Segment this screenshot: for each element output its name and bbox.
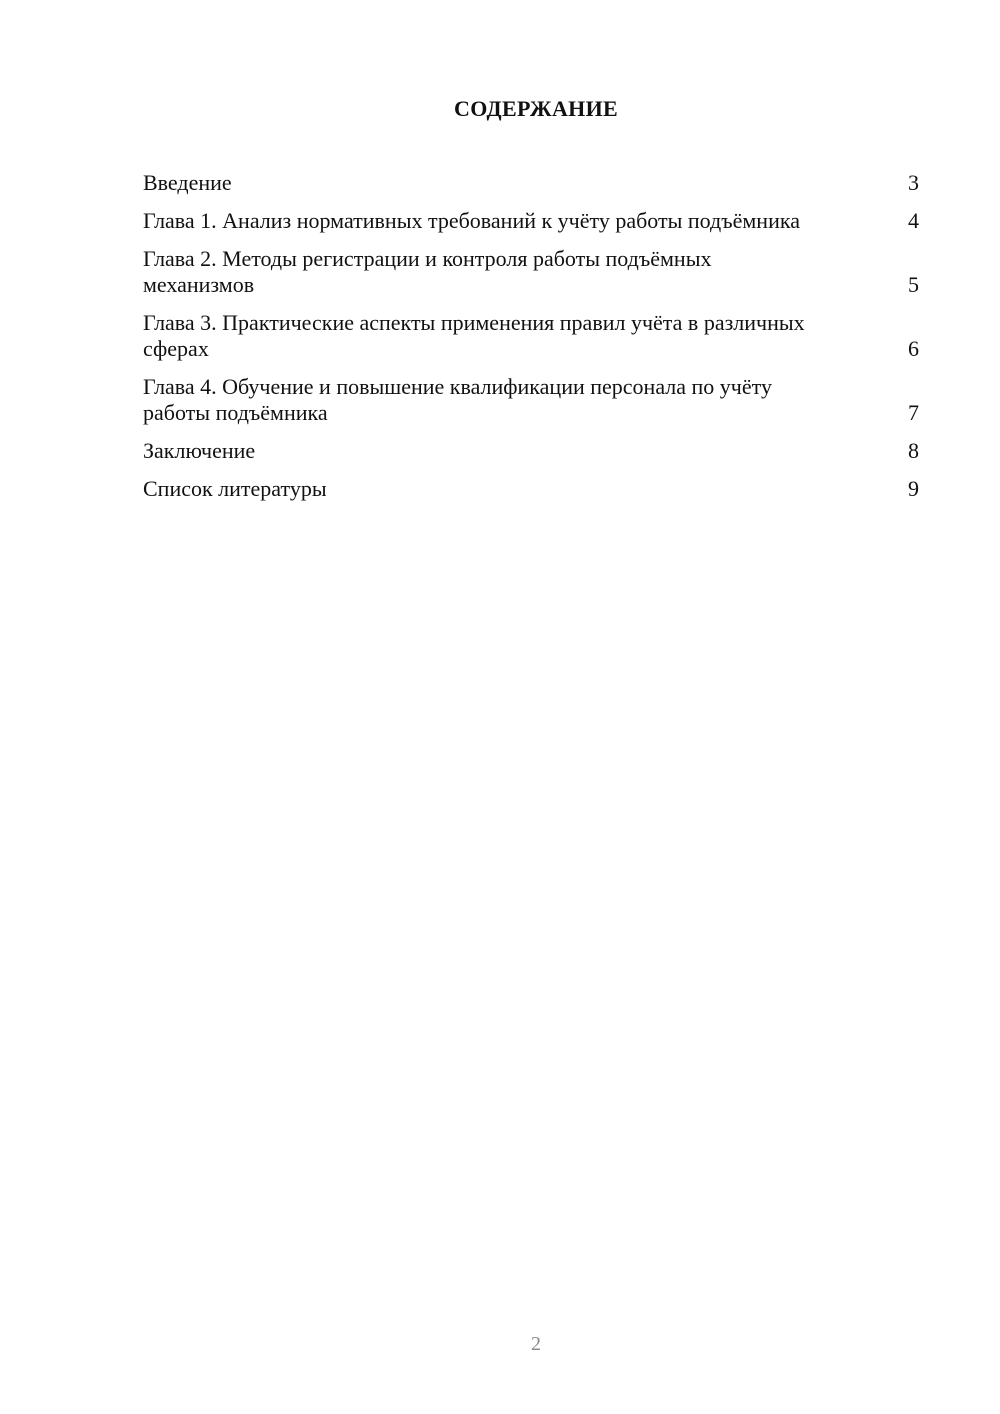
toc-entry-conclusion [143,438,919,464]
toc-entry-page: 4 [908,208,919,233]
toc-entry-chapter-2 [143,246,919,298]
toc-entry-title: Глава 3. Практические аспекты применения правил учёта в различных сферах [143,310,805,361]
toc-entry-title: Глава 1. Анализ нормативных требований к учёту работы подъёмника [143,208,800,233]
page-title: СОДЕРЖАНИЕ [454,96,618,121]
toc-entry-page: 8 [908,438,919,463]
toc-entry-title: Глава 4. Обучение и повышение квалификации персонала по учёту работы подъёмника [143,374,772,425]
toc-entry-chapter-1 [143,208,919,234]
toc-entry-title: Введение [143,170,232,195]
toc-entry-page: 7 [908,400,919,425]
toc-entry-page: 9 [908,476,919,501]
toc-entry-introduction [143,170,919,196]
toc-entry-page: 6 [908,336,919,361]
toc-entry-title: Заключение [143,438,256,463]
toc-entry-chapter-4 [143,374,919,426]
table-of-contents [143,170,919,514]
toc-entry-title: Список литературы [143,476,327,501]
toc-entry-title: Глава 2. Методы регистрации и контроля работы подъёмных механизмов [143,246,712,297]
page-number: 2 [531,1333,541,1355]
toc-entry-chapter-3 [143,310,919,362]
toc-entry-references [143,476,919,502]
toc-entry-page: 3 [908,170,919,195]
toc-entry-page: 5 [908,272,919,297]
